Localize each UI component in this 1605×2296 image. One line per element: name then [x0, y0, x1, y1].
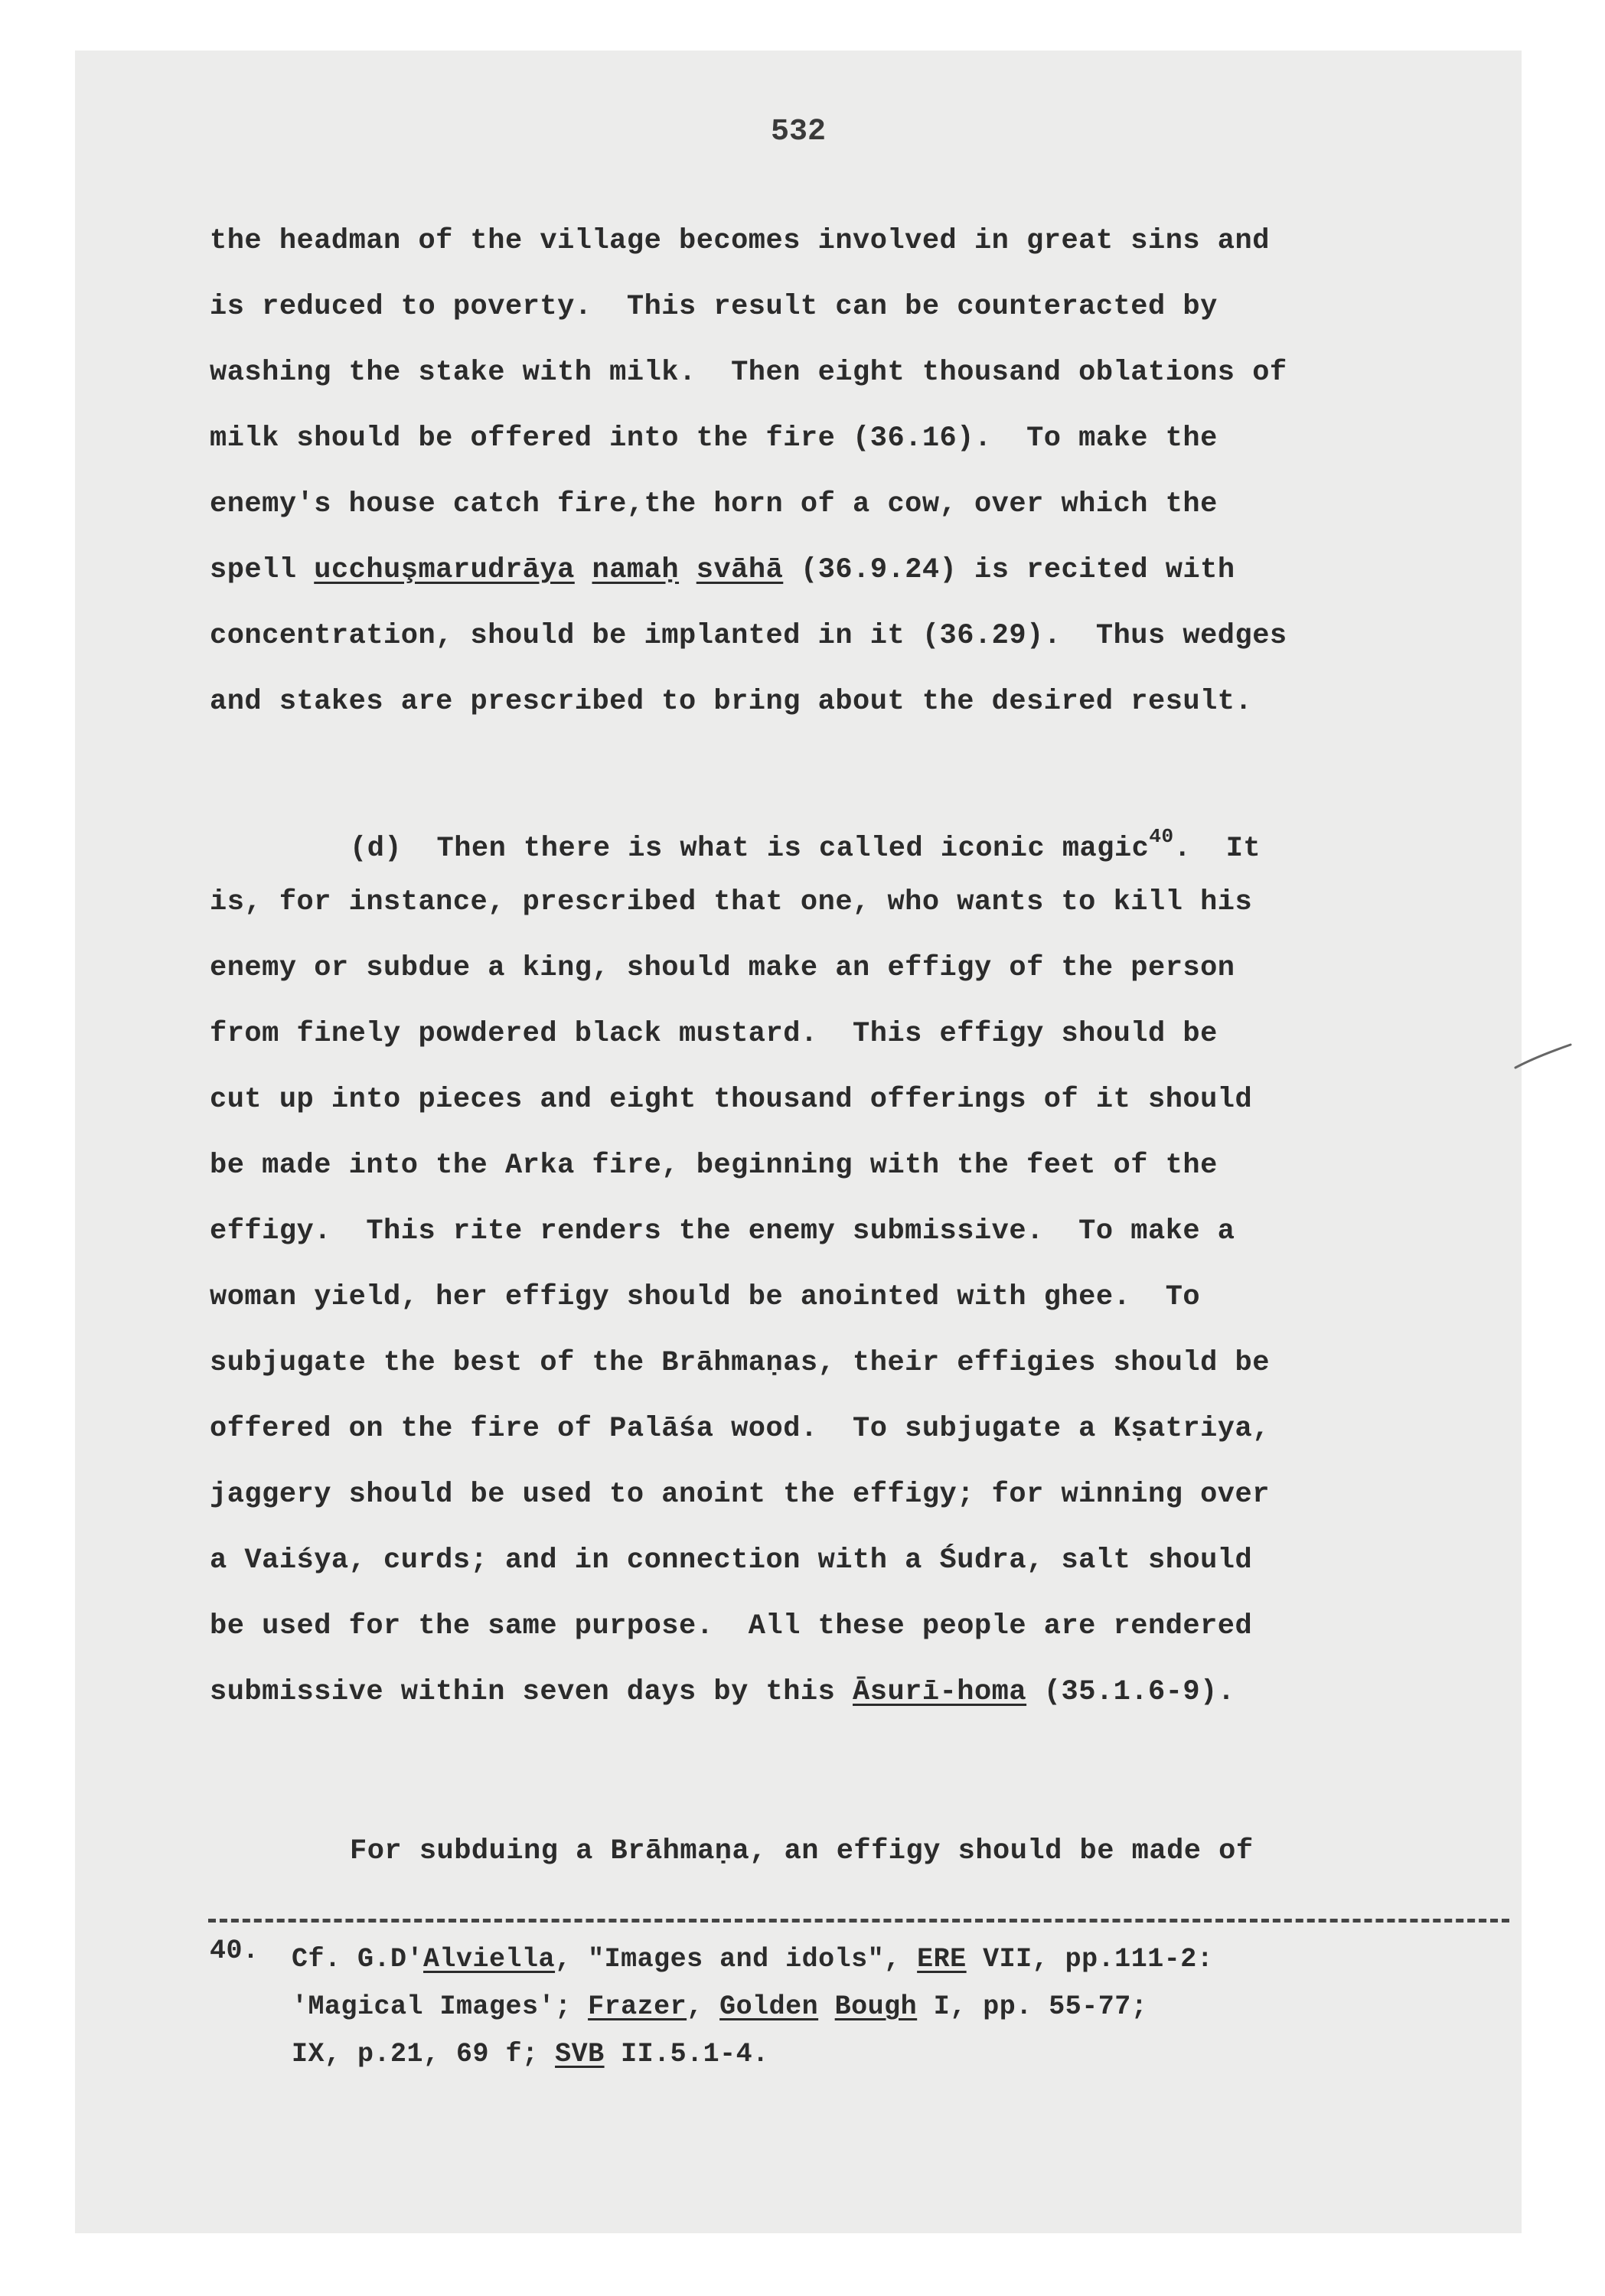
text-fragment: . It [1173, 833, 1261, 865]
text-line: washing the stake with milk. Then eight thousand oblations of [210, 357, 1287, 389]
text-fragment: (d) Then there is what is called iconic magic [350, 833, 1150, 865]
paragraph-2 [210, 804, 1511, 1725]
footnote-reference: 40 [1149, 825, 1174, 848]
text-line: the headman of the village becomes involved in great sins and [210, 225, 1270, 257]
text-line: cut up into pieces and eight thousand offerings of it should [210, 1084, 1253, 1116]
underlined-term: Golden [719, 1991, 819, 2022]
text-line: woman yield, her effigy should be anointed with ghee. To [210, 1281, 1201, 1313]
footnote-number: 40. [210, 1936, 259, 1966]
underlined-term: namaḥ [592, 554, 680, 586]
text-line: jaggery should be used to anoint the effigy; for winning over [210, 1479, 1270, 1511]
text-line: enemy or subdue a king, should make an effigy of the person [210, 952, 1235, 984]
text-line: milk should be offered into the fire (36.16). To make the [210, 422, 1218, 455]
text-fragment [679, 554, 696, 586]
text-fragment: I, pp. 55-77; [917, 1991, 1148, 2022]
paragraph-1 [210, 208, 1511, 735]
footnote-separator [208, 1919, 1509, 1923]
pen-stroke-mark [1512, 1042, 1574, 1072]
underlined-term: ERE [917, 1944, 967, 1975]
paragraph-3 [210, 1818, 1511, 1884]
text-line: For subduing a Brāhmaṇa, an effigy should be made of [350, 1835, 1254, 1867]
text-fragment: IX, p.21, 69 f; [292, 2039, 556, 2069]
text-line: from finely powdered black mustard. This effigy should be [210, 1018, 1218, 1050]
text-fragment: 'Magical Images'; [292, 1991, 589, 2022]
footnote-line [292, 1983, 1213, 2030]
page-number: 532 [770, 115, 826, 149]
underlined-term: Frazer [588, 1991, 687, 2022]
text-line: is, for instance, prescribed that one, who wants to kill his [210, 886, 1253, 918]
text-line: enemy's house catch fire,the horn of a cow, over which the [210, 488, 1218, 520]
underlined-term: Bough [834, 1991, 918, 2022]
text-fragment: , [687, 1991, 720, 2022]
underlined-term: ucchuşmarudrāya [314, 554, 575, 586]
text-line: is reduced to poverty. This result can be counteracted by [210, 291, 1218, 323]
text-line: subjugate the best of the Brāhmaṇas, their effigies should be [210, 1347, 1270, 1379]
text-line: concentration, should be implanted in it (36.29). Thus wedges [210, 620, 1287, 652]
text-fragment: VII, pp.111-2: [966, 1944, 1214, 1975]
text-line [210, 1659, 1511, 1725]
underlined-term: Āsurī-homa [853, 1676, 1027, 1708]
text-fragment: (36.9.24) is recited with [783, 554, 1235, 586]
footnote-text [292, 1936, 1213, 2078]
text-fragment [575, 554, 592, 586]
text-fragment: II.5.1-4. [604, 2039, 769, 2069]
text-fragment: spell [210, 554, 315, 586]
document-page [75, 51, 1522, 2233]
underlined-term: SVB [555, 2039, 605, 2069]
text-fragment [818, 1991, 835, 2022]
underlined-term: svāhā [696, 554, 784, 586]
text-line: be used for the same purpose. All these people are rendered [210, 1610, 1253, 1642]
text-line: and stakes are prescribed to bring about the desired result. [210, 686, 1253, 718]
text-line: be made into the Arka fire, beginning with the feet of the [210, 1150, 1218, 1182]
text-line [210, 537, 1511, 603]
footnote [210, 1936, 1511, 2078]
underlined-term: Alviella [423, 1944, 556, 1975]
text-line: effigy. This rite renders the enemy submissive. To make a [210, 1215, 1235, 1247]
text-fragment: submissive within seven days by this [210, 1676, 853, 1708]
footnote-line [292, 2030, 1213, 2078]
text-fragment: , "Images and idols", [555, 1944, 918, 1975]
text-fragment: Cf. G.D' [292, 1944, 424, 1975]
text-line: offered on the fire of Palāśa wood. To subjugate a Kṣatriya, [210, 1413, 1270, 1445]
text-line [210, 804, 1511, 869]
text-fragment: (35.1.6-9). [1026, 1676, 1235, 1708]
text-line: a Vaiśya, curds; and in connection with a Śudra, salt should [210, 1544, 1253, 1577]
footnote-line [292, 1936, 1213, 1983]
